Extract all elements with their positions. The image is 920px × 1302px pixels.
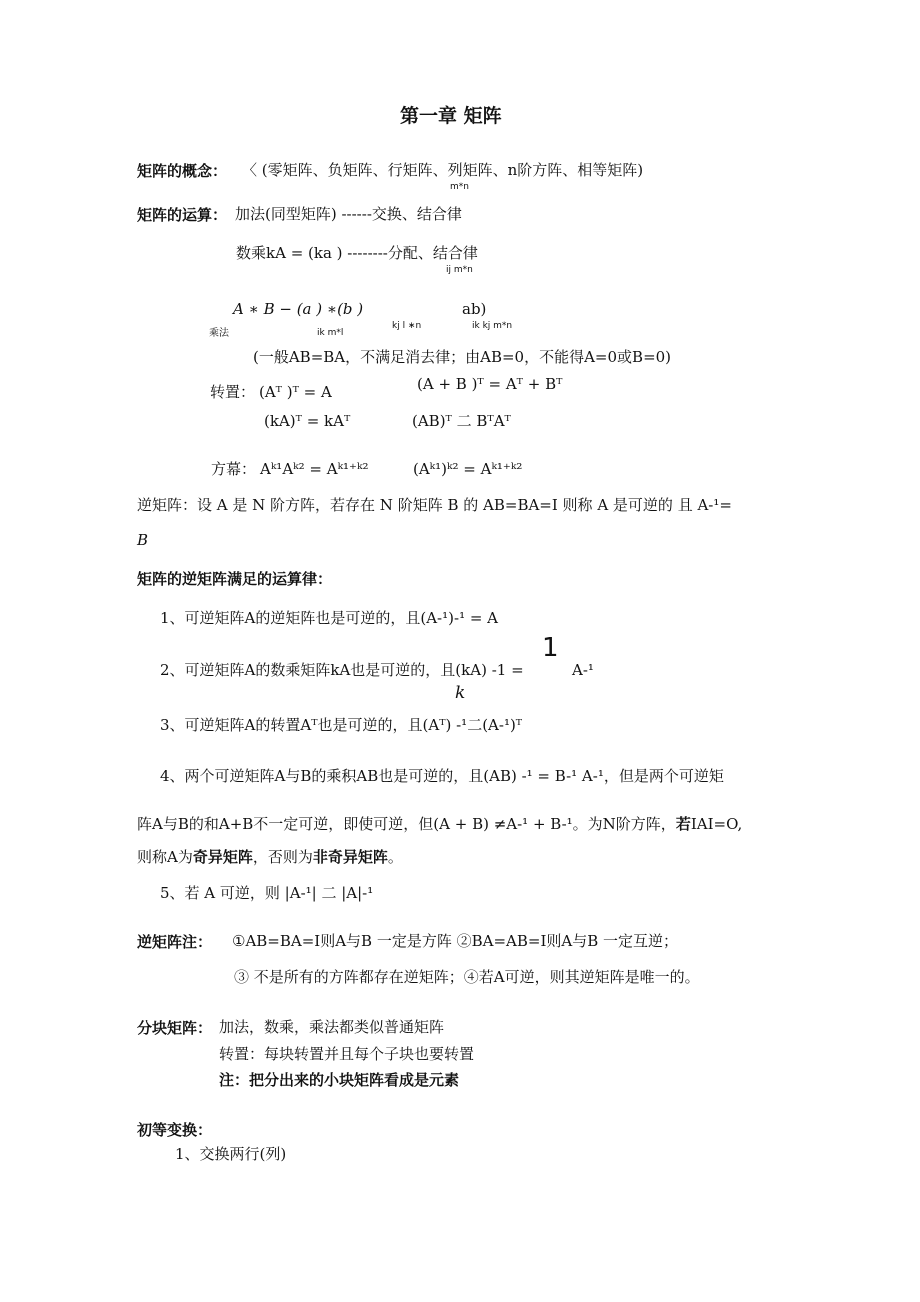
transpose-rule-2: (A + B )ᵀ = Aᵀ + Bᵀ [417,375,563,393]
transpose-rule-3: (kA)ᵀ = kAᵀ [264,412,351,430]
block-matrix-rule-2: 转置：每块转置并且每个子块也要转置 [219,1045,475,1063]
singular-matrix-term: 奇异矩阵 [192,848,253,866]
elementary-transform-rule-1: 1、交换两行(列) [175,1145,287,1163]
multiplication-result: ab) [462,300,487,318]
page-title: 第一章 矩阵 [400,105,502,127]
inverse-rule-4-line-2-text: 阵A与B的和A+B不一定可逆，即使可逆，但(A + B) ≠A-¹ + B-¹。为N阶方阵， [137,815,676,833]
nonsingular-matrix-term: 非奇异矩阵 [312,848,388,866]
scalar-subscript: ij m*n [446,265,473,275]
power-rule-1: Aᵏ¹Aᵏ² = Aᵏ¹⁺ᵏ² [260,460,369,478]
block-matrix-label: 分块矩阵： [137,1019,213,1037]
block-matrix-rule-1: 加法，数乘，乘法都类似普通矩阵 [219,1018,445,1036]
transpose-rule-4: (AB)ᵀ 二 BᵀAᵀ [412,412,511,430]
multiplication-subscript-1: ik m*l [317,328,344,338]
inverse-rule-2-inverse: A-¹ [572,661,594,679]
transpose-rule-1: (Aᵀ )ᵀ = A [259,383,332,401]
inverse-rule-4-condition: IAI=O, [690,815,743,833]
inverse-note-1: ①AB=BA=I则A与B 一定是方阵 ②BA=AB=I则A与B 一定互逆； [232,932,679,950]
inverse-rule-4-if: 若 [675,815,691,833]
inverse-rule-4-otherwise: ，否则为 [252,848,313,866]
inverse-rule-3: 3、可逆矩阵A的转置Aᵀ也是可逆的，且(Aᵀ) -¹二(A-¹)ᵀ [160,716,523,734]
inverse-rule-2-numerator: 1 [542,633,559,663]
power-label: 方幕： [211,460,257,478]
concept-text: 〈 (零矩阵、负矩阵、行矩阵、列矩阵、n阶方阵、相等矩阵) [242,161,644,179]
multiplication-note: (一般AB=BA，不满足消去律；由AB=0，不能得A=0或B=0) [253,348,672,366]
block-matrix-note: 注：把分出来的小块矩阵看成是元素 [219,1071,460,1089]
operations-label: 矩阵的运算： [137,206,228,224]
inverse-notes-label: 逆矩阵注： [137,933,213,951]
concept-subscript: m*n [450,182,469,192]
inverse-rule-4-line-1: 4、两个可逆矩阵A与B的乘积AB也是可逆的，且(AB) -¹ = B-¹ A-¹，但是两个可逆矩 [160,767,724,785]
concept-label: 矩阵的概念： [137,162,228,180]
inverse-rules-heading: 矩阵的逆矩阵满足的运算律： [137,570,333,588]
multiplication-formula: A ∗ B − (a ) ∗(b ) [233,300,364,318]
multiplication-label: 乘法 [209,328,229,339]
multiplication-subscript-3: ik kj m*n [472,321,513,331]
power-rule-2: (Aᵏ¹)ᵏ² = Aᵏ¹⁺ᵏ² [413,460,523,478]
inverse-definition: 逆矩阵：设 A 是 N 阶方阵，若存在 N 阶矩阵 B 的 AB=BA=I 则称 A 是可逆的 且 A-¹= [137,496,732,514]
inverse-rule-2-denominator: k [455,683,466,703]
transpose-label: 转置： [210,383,256,401]
inverse-rule-4-then: 则称A为 [137,848,193,866]
scalar-rule: 数乘kA = (ka ) --------分配、结合律 [236,244,478,262]
elementary-transform-label: 初等变换： [137,1121,213,1139]
inverse-rule-1: 1、可逆矩阵A的逆矩阵也是可逆的，且(A-¹)-¹ = A [160,609,499,627]
inverse-rule-4-period: 。 [387,848,403,866]
inverse-rule-5: 5、若 A 可逆，则 |A-¹| 二 |A|-¹ [160,884,374,902]
inverse-note-2: ③ 不是所有的方阵都存在逆矩阵；④若A可逆，则其逆矩阵是唯一的。 [234,968,700,986]
addition-rule: 加法(同型矩阵) ------交换、结合律 [235,205,462,223]
inverse-rule-4-line-3 [137,848,403,866]
inverse-rule-2: 2、可逆矩阵A的数乘矩阵kA也是可逆的，且(kA) -1 = [160,661,524,679]
inverse-definition-b: B [137,531,149,549]
multiplication-subscript-2: kj l ∗n [392,321,422,331]
inverse-rule-4-line-2 [137,815,742,833]
